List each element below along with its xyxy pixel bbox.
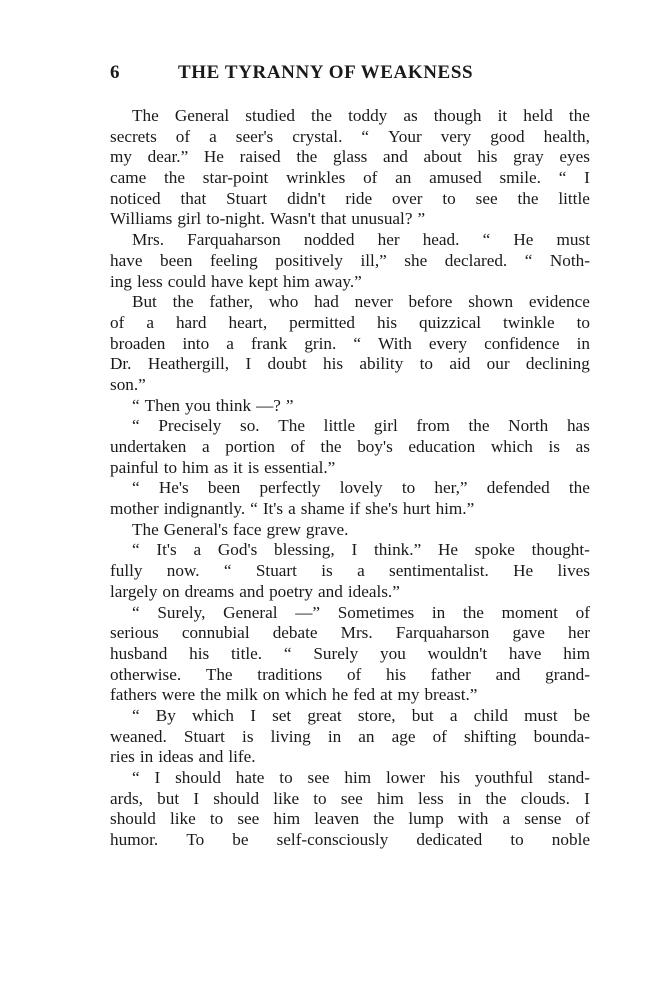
- text-line: “ I should hate to see him lower his youthful stand-: [132, 768, 590, 787]
- text-line: The General's face grew grave.: [132, 519, 349, 539]
- text-line: fathers were the milk on which he fed at my breast.”: [110, 685, 478, 705]
- text-line: serious connubial debate Mrs. Farquaharson gave her: [110, 623, 590, 643]
- text-line: secrets of a seer's crystal. “ Your very good health,: [110, 126, 590, 146]
- text-line: But the father, who had never before shown evidence: [132, 292, 590, 312]
- text-line: “ It's a God's blessing, I think.” He spoke thought-: [132, 540, 590, 560]
- text-line: Dr. Heathergill, I doubt his ability to aid our declining: [110, 354, 590, 374]
- body-text: [110, 106, 590, 851]
- text-line: Williams girl to-night. Wasn't that unusual? ”: [110, 209, 426, 229]
- text-line: son.”: [110, 374, 146, 394]
- text-line: weaned. Stuart is living in an age of shifting bounda-: [110, 726, 590, 746]
- text-line: ards, but I should like to see him less in the clouds. I: [110, 788, 590, 808]
- text-line: husband his title. “ Surely you wouldn't have him: [110, 643, 590, 663]
- text-line: ing less could have kept him away.”: [110, 271, 362, 291]
- text-line: “ Surely, General —” Sometimes in the moment of: [132, 602, 590, 622]
- text-line: “ Precisely so. The little girl from the North has: [132, 416, 590, 436]
- text-line: The General studied the toddy as though it held the: [132, 106, 590, 125]
- text-line: broaden into a frank grin. “ With every confidence in: [110, 333, 590, 353]
- text-line: have been feeling positively ill,” she declared. “ Noth-: [110, 250, 590, 270]
- text-line: painful to him as it is essential.”: [110, 457, 336, 477]
- text-line: Mrs. Farquaharson nodded her head. “ He must: [132, 230, 590, 250]
- text-line: noticed that Stuart didn't ride over to see the little: [110, 188, 590, 208]
- text-line: “ He's been perfectly lovely to her,” defended the: [132, 478, 590, 498]
- page-number: 6: [110, 62, 121, 83]
- text-line: humor. To be self-consciously dedicated to noble: [110, 830, 590, 850]
- running-title: THE TYRANNY OF WEAKNESS: [178, 62, 474, 83]
- text-line: ries in ideas and life.: [110, 747, 256, 767]
- text-line: “ By which I set great store, but a child must be: [132, 705, 590, 725]
- text-line: largely on dreams and poetry and ideals.”: [110, 581, 400, 601]
- text-line: should like to see him leaven the lump with a sense of: [110, 809, 590, 829]
- text-line: otherwise. The traditions of his father and grand-: [110, 664, 590, 684]
- text-line: “ Then you think —? ”: [132, 395, 294, 415]
- text-line: my dear.” He raised the glass and about his gray eyes: [110, 147, 590, 167]
- text-line: undertaken a portion of the boy's education which is as: [110, 437, 590, 456]
- text-line: of a hard heart, permitted his quizzical twinkle to: [110, 312, 590, 332]
- text-line: mother indignantly. “ It's a shame if she's hurt him.”: [110, 499, 475, 519]
- text-line: came the star-point wrinkles of an amused smile. “ I: [110, 168, 590, 188]
- text-line: fully now. “ Stuart is a sentimentalist. He lives: [110, 561, 590, 581]
- running-head: [110, 62, 588, 86]
